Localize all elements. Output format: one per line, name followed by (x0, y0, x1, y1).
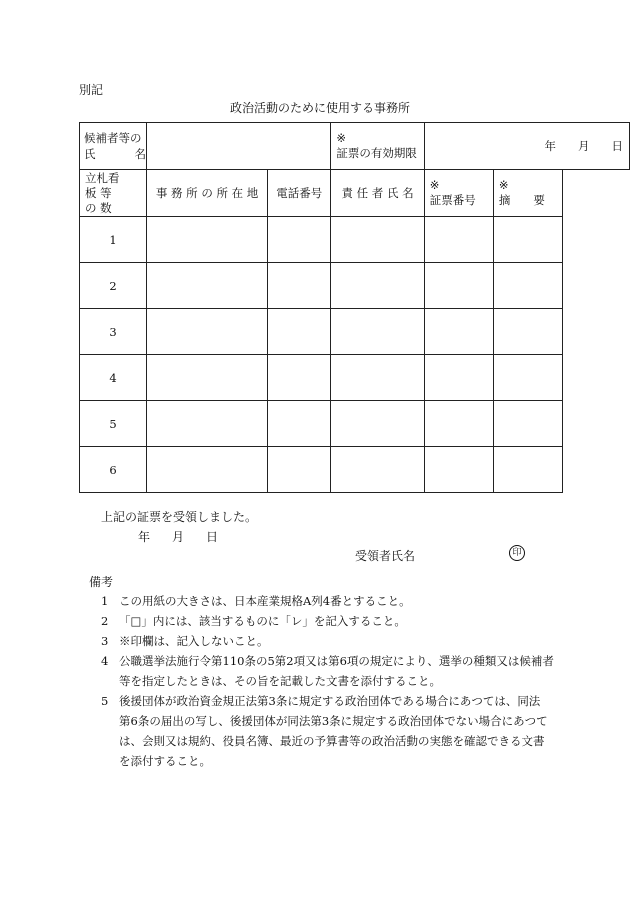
validity-label-cell (331, 123, 424, 170)
row-number: 1 (80, 217, 147, 263)
person-field[interactable] (331, 401, 424, 447)
note-text: この用紙の大きさは、日本産業規格A列4番とすること。 (119, 594, 411, 608)
phone-field[interactable] (268, 217, 331, 263)
remarks-field[interactable] (493, 401, 562, 447)
note-item (101, 691, 548, 771)
note-text: 後援団体が政治資金規正法第3条に規定する政治団体である場合にあつては、同法 (119, 694, 541, 708)
acknowledgement-text: 上記の証票を受領しました。 (101, 510, 258, 524)
row-number: 2 (80, 263, 147, 309)
note-item (101, 651, 554, 691)
address-field[interactable] (147, 355, 268, 401)
note-number: 5 (101, 694, 109, 708)
ack-month: 月 (172, 530, 185, 544)
table-row (80, 447, 630, 493)
note-item (101, 631, 269, 651)
board-count-header (80, 170, 147, 217)
row-number: 4 (80, 355, 147, 401)
table-row (80, 309, 630, 355)
remarks-field[interactable] (493, 217, 562, 263)
cert-field[interactable] (424, 217, 493, 263)
candidate-label-shi: 氏 (84, 147, 96, 161)
acknowledgement-date[interactable] (138, 528, 240, 545)
validity-month: 月 (578, 139, 590, 153)
row-number: 6 (80, 447, 147, 493)
note-item (101, 611, 406, 631)
board-count-line1: 立札看 (85, 170, 120, 185)
person-field[interactable] (331, 447, 424, 493)
note-text-cont: は、会則又は規約、役員名簿、最近の予算書等の政治活動の実態を確認できる文書 (119, 734, 545, 748)
remarks-field[interactable] (493, 263, 562, 309)
ack-year: 年 (138, 530, 151, 544)
phone-field[interactable] (268, 401, 331, 447)
validity-date-field[interactable] (424, 123, 629, 170)
table-row (80, 401, 630, 447)
person-header: 責 任 者 氏 名 (331, 170, 424, 217)
phone-field[interactable] (268, 447, 331, 493)
cert-field[interactable] (424, 309, 493, 355)
remarks-header (493, 170, 562, 217)
notes-heading: 備考 (89, 575, 114, 589)
row-number: 5 (80, 401, 147, 447)
candidate-label-cell (80, 123, 147, 170)
note-text-cont: 第6条の届出の写し、後援団体が同法第3条に規定する政治団体でない場合にあつて (119, 714, 548, 728)
person-field[interactable] (331, 217, 424, 263)
cert-label: 証票番号 (429, 193, 476, 207)
remarks-field[interactable] (493, 309, 562, 355)
cert-field[interactable] (424, 355, 493, 401)
validity-label: 証票の有効期限 (336, 146, 417, 160)
note-number: 1 (101, 594, 109, 608)
cert-number-header (424, 170, 493, 217)
address-field[interactable] (147, 447, 268, 493)
cert-mark: ※ (429, 178, 440, 192)
note-number: 4 (101, 654, 109, 668)
phone-field[interactable] (268, 355, 331, 401)
board-count-line2: 板 等 (85, 185, 112, 200)
table-row (80, 355, 630, 401)
note-text: 「□」内には、該当するものに「レ」を記入すること。 (119, 614, 406, 628)
candidate-label-mei: 名 (134, 147, 146, 161)
receiver-name-label: 受領者氏名 (355, 549, 416, 563)
person-field[interactable] (331, 263, 424, 309)
remarks-mark: ※ (498, 178, 509, 192)
note-text-cont: を添付すること。 (119, 754, 211, 768)
remarks-field[interactable] (493, 355, 562, 401)
note-text: ※印欄は、記入しないこと。 (119, 634, 269, 648)
candidate-name-field[interactable] (147, 123, 331, 170)
table-row (80, 263, 630, 309)
phone-field[interactable] (268, 263, 331, 309)
note-number: 2 (101, 614, 109, 628)
address-header: 事 務 所 の 所 在 地 (147, 170, 268, 217)
board-count-line3: の 数 (85, 200, 112, 215)
address-field[interactable] (147, 401, 268, 447)
table-row (80, 217, 630, 263)
cert-field[interactable] (424, 447, 493, 493)
candidate-label-line1: 候補者等の (84, 131, 142, 145)
validity-year: 年 (544, 139, 556, 153)
office-table (79, 122, 630, 493)
form-title: 政治活動のために使用する事務所 (229, 101, 410, 115)
remarks-field[interactable] (493, 447, 562, 493)
phone-header: 電話番号 (268, 170, 331, 217)
address-field[interactable] (147, 263, 268, 309)
note-text: 公職選挙法施行令第110条の5第2項又は第6項の規定により、選挙の種類又は候補者 (119, 654, 554, 668)
phone-field[interactable] (268, 309, 331, 355)
validity-mark: ※ (336, 131, 347, 145)
note-number: 3 (101, 634, 109, 648)
note-text-cont: 等を指定したときは、その旨を記載した文書を添付すること。 (119, 674, 441, 688)
person-field[interactable] (331, 309, 424, 355)
note-item (101, 591, 411, 611)
address-field[interactable] (147, 309, 268, 355)
validity-day: 日 (611, 139, 623, 153)
cert-field[interactable] (424, 263, 493, 309)
person-field[interactable] (331, 355, 424, 401)
remarks-label: 摘 要 (498, 193, 545, 207)
annex-label: 別記 (79, 83, 104, 97)
ack-day: 日 (206, 530, 219, 544)
row-number: 3 (80, 309, 147, 355)
seal-mark: 印 (509, 545, 525, 561)
cert-field[interactable] (424, 401, 493, 447)
address-field[interactable] (147, 217, 268, 263)
